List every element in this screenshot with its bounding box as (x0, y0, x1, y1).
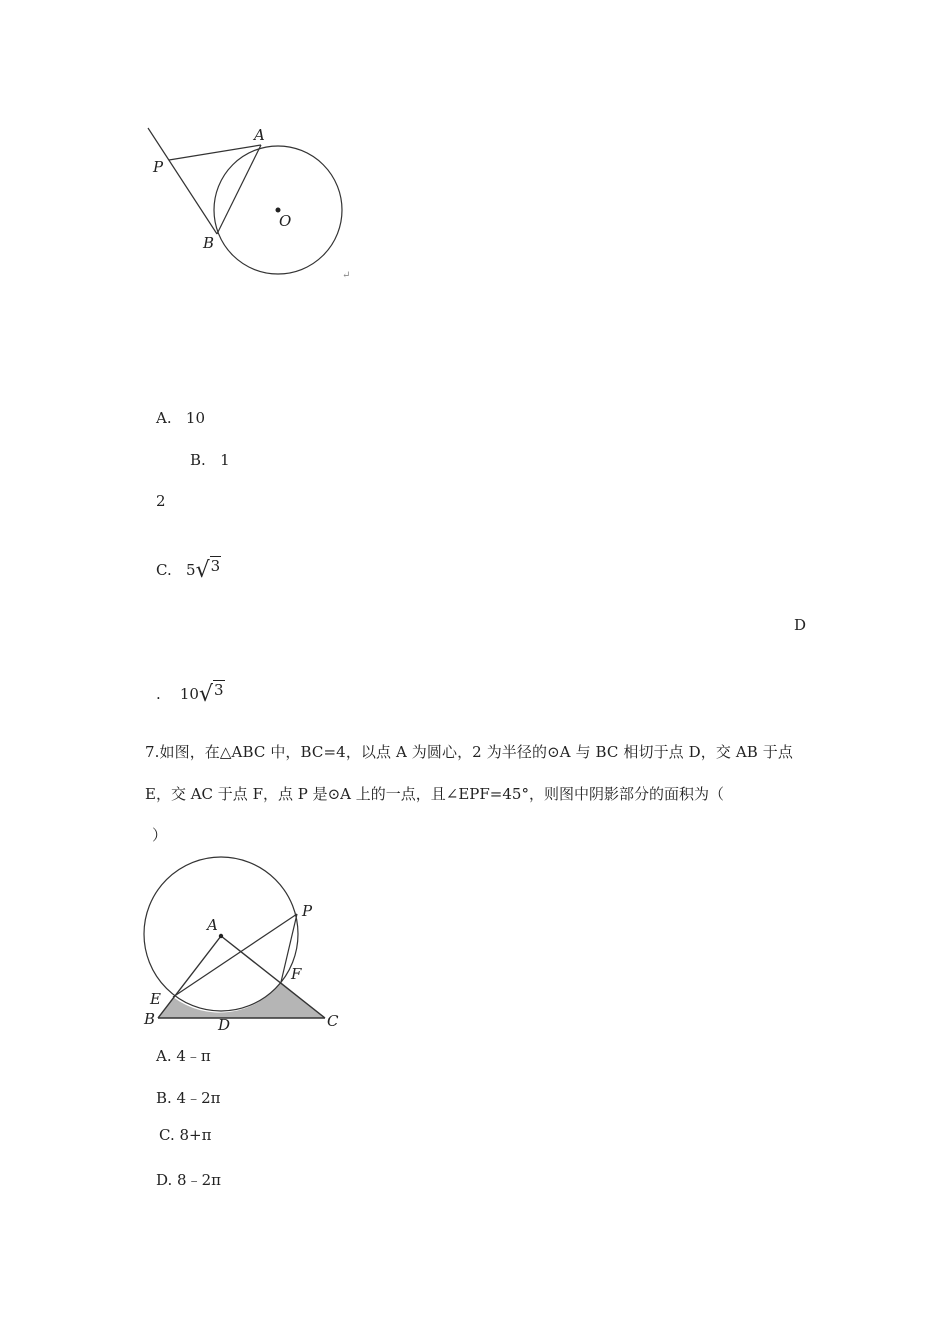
tangent-line-pa (169, 145, 261, 160)
q7-line-2: E，交 AC 于点 F，点 P 是⊙A 上的一点，且∠EPF=45°，则图中阴影部分的面积为（ (145, 785, 724, 803)
radical-sign-icon: √ (198, 682, 213, 707)
label-d: D (218, 1016, 231, 1032)
sqrt-3-c (195, 557, 222, 583)
label-b: B (203, 234, 215, 252)
label-p: P (153, 158, 164, 176)
label-a: A (254, 126, 265, 144)
q7-line-3: ） (152, 826, 168, 844)
q7-option-a: A. 4﹣π (156, 1047, 211, 1065)
q6-option-b-value: 1 (220, 451, 230, 469)
radical-sign-icon: √ (195, 558, 210, 583)
center-point-a (219, 934, 223, 938)
q6-option-a-letter: A. (156, 409, 172, 427)
line-pb-extended (148, 128, 217, 234)
q6-option-c-coef: 5 (186, 561, 196, 579)
label-f: F (291, 965, 302, 983)
chord-ab (217, 145, 261, 234)
q7-option-d: D. 8﹣2π (156, 1171, 221, 1189)
sqrt-3-d (198, 681, 225, 707)
figure-triangle-circle (135, 852, 355, 1032)
q6-option-c-letter: C. (156, 561, 172, 579)
q6-option-b (190, 451, 230, 469)
return-mark-icon: ↵ (342, 270, 351, 281)
q6-option-d-coef: 10 (179, 685, 199, 703)
q6-option-b-letter: B. (190, 451, 206, 469)
q6-option-d-radicand: 3 (213, 681, 224, 699)
q7-line-1: 7.如图，在△ABC 中，BC=4，以点 A 为圆心，2 为半径的⊙A 与 BC 相切于点 D，交 AB 于点 (145, 743, 793, 761)
label-b: B (144, 1010, 156, 1028)
q6-option-c (156, 557, 221, 583)
q6-option-b-continued: 2 (156, 492, 166, 510)
figure-circle-tangents (140, 120, 380, 295)
q6-option-d (156, 681, 225, 707)
side-ab (158, 936, 221, 1018)
q6-option-d-dot: . (156, 685, 161, 703)
label-e: E (150, 990, 161, 1008)
shaded-region (158, 982, 325, 1018)
q6-option-d-letter: D (794, 616, 807, 634)
label-a: A (207, 916, 218, 934)
label-p: P (302, 902, 313, 920)
q6-option-c-radicand: 3 (210, 557, 221, 575)
q7-option-c: C. 8+π (159, 1126, 212, 1144)
label-c: C (327, 1012, 339, 1030)
q7-option-b: B. 4﹣2π (156, 1089, 221, 1107)
q6-option-a-value: 10 (185, 409, 206, 427)
q6-option-a (156, 409, 205, 427)
label-o: O (279, 212, 292, 230)
